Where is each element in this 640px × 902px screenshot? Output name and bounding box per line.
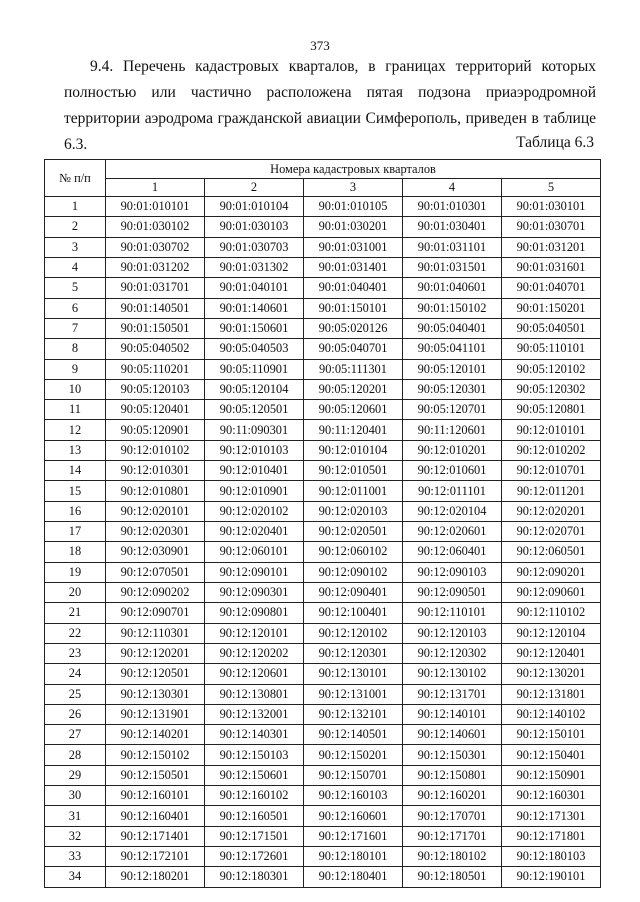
cadastral-number-cell: 90:12:020201 (502, 501, 601, 521)
cadastral-number-cell: 90:12:150103 (205, 745, 304, 765)
cadastral-number-cell: 90:12:120201 (106, 643, 205, 663)
cadastral-number-cell: 90:01:031202 (106, 257, 205, 277)
cadastral-number-cell: 90:05:120601 (304, 400, 403, 420)
table-row (45, 481, 601, 501)
row-number-cell: 27 (45, 725, 106, 745)
table-row (45, 826, 601, 846)
cadastral-number-cell: 90:12:020501 (304, 522, 403, 542)
cadastral-number-cell: 90:12:130101 (304, 664, 403, 684)
cadastral-number-cell: 90:05:120101 (403, 359, 502, 379)
cadastral-number-cell: 90:01:150601 (205, 318, 304, 338)
cadastral-number-cell: 90:12:090501 (403, 582, 502, 602)
cadastral-number-cell: 90:12:150101 (502, 725, 601, 745)
row-number-cell: 12 (45, 420, 106, 440)
table-row (45, 278, 601, 298)
cadastral-number-cell: 90:12:020701 (502, 522, 601, 542)
cadastral-number-cell: 90:01:150501 (106, 318, 205, 338)
col-num-header: № п/п (45, 160, 106, 197)
table-row (45, 582, 601, 602)
cadastral-number-cell: 90:12:090701 (106, 603, 205, 623)
cadastral-number-cell: 90:12:140301 (205, 725, 304, 745)
cadastral-number-cell: 90:12:130801 (205, 684, 304, 704)
row-number-cell: 9 (45, 359, 106, 379)
cadastral-number-cell: 90:12:180103 (502, 847, 601, 867)
cadastral-number-cell: 90:05:040503 (205, 339, 304, 359)
table-row (45, 359, 601, 379)
sub-header: 3 (304, 179, 403, 197)
table-row (45, 806, 601, 826)
cadastral-number-cell: 90:12:090801 (205, 603, 304, 623)
cadastral-number-cell: 90:12:160201 (403, 786, 502, 806)
cadastral-number-cell: 90:05:040401 (403, 318, 502, 338)
table-row (45, 379, 601, 399)
cadastral-number-cell: 90:01:031401 (304, 257, 403, 277)
cadastral-number-cell: 90:01:030102 (106, 217, 205, 237)
cadastral-number-cell: 90:01:010104 (205, 197, 304, 217)
cadastral-number-cell: 90:12:160103 (304, 786, 403, 806)
row-number-cell: 21 (45, 603, 106, 623)
table-row (45, 237, 601, 257)
cadastral-number-cell: 90:12:180401 (304, 867, 403, 887)
row-number-cell: 34 (45, 867, 106, 887)
cadastral-number-cell: 90:12:020601 (403, 522, 502, 542)
cadastral-number-cell: 90:12:011101 (403, 481, 502, 501)
cadastral-number-cell: 90:01:031501 (403, 257, 502, 277)
row-number-cell: 30 (45, 786, 106, 806)
intro-paragraph: 9.4. Перечень кадастровых кварталов, в границах территорий которых полностью или частично расположена пятая подзона приаэродромной территории аэродрома гражданской авиации Симферополь, приведен в таблице 6.3. (64, 58, 596, 153)
cadastral-number-cell: 90:12:030901 (106, 542, 205, 562)
table-row (45, 847, 601, 867)
cadastral-number-cell: 90:05:120501 (205, 400, 304, 420)
cadastral-number-cell: 90:05:120401 (106, 400, 205, 420)
cadastral-number-cell: 90:12:120104 (502, 623, 601, 643)
cadastral-number-cell: 90:05:120104 (205, 379, 304, 399)
cadastral-number-cell: 90:01:031201 (502, 237, 601, 257)
cadastral-number-cell: 90:12:120401 (502, 643, 601, 663)
row-number-cell: 11 (45, 400, 106, 420)
row-number-cell: 8 (45, 339, 106, 359)
cadastral-number-cell: 90:12:150601 (205, 765, 304, 785)
cadastral-number-cell: 90:12:070501 (106, 562, 205, 582)
cadastral-number-cell: 90:12:090601 (502, 582, 601, 602)
cadastral-number-cell: 90:12:120501 (106, 664, 205, 684)
cadastral-number-cell: 90:12:180501 (403, 867, 502, 887)
cadastral-number-cell: 90:01:040701 (502, 278, 601, 298)
cadastral-number-cell: 90:12:010901 (205, 481, 304, 501)
row-number-cell: 33 (45, 847, 106, 867)
cadastral-number-cell: 90:01:030103 (205, 217, 304, 237)
sub-header: 5 (502, 179, 601, 197)
cadastral-number-cell: 90:01:030702 (106, 237, 205, 257)
cadastral-number-cell: 90:05:120103 (106, 379, 205, 399)
table-row (45, 725, 601, 745)
cadastral-number-cell: 90:05:120301 (403, 379, 502, 399)
cadastral-number-cell: 90:12:090102 (304, 562, 403, 582)
cadastral-number-cell: 90:12:131901 (106, 704, 205, 724)
row-number-cell: 1 (45, 197, 106, 217)
cadastral-number-cell: 90:12:020104 (403, 501, 502, 521)
table-row (45, 400, 601, 420)
cadastral-number-cell: 90:12:150401 (502, 745, 601, 765)
cadastral-number-cell: 90:12:140601 (403, 725, 502, 745)
cadastral-number-cell: 90:01:140601 (205, 298, 304, 318)
table-row (45, 501, 601, 521)
cadastral-number-cell: 90:12:160101 (106, 786, 205, 806)
row-number-cell: 25 (45, 684, 106, 704)
cadastral-number-cell: 90:12:110101 (403, 603, 502, 623)
cadastral-number-cell: 90:12:011001 (304, 481, 403, 501)
cadastral-number-cell: 90:12:010104 (304, 440, 403, 460)
cadastral-number-cell: 90:12:132101 (304, 704, 403, 724)
cadastral-number-cell: 90:12:090202 (106, 582, 205, 602)
cadastral-number-cell: 90:12:130301 (106, 684, 205, 704)
cadastral-number-cell: 90:12:131801 (502, 684, 601, 704)
cadastral-number-cell: 90:12:010701 (502, 461, 601, 481)
table-row (45, 298, 601, 318)
cadastral-number-cell: 90:12:130102 (403, 664, 502, 684)
cadastral-number-cell: 90:01:031101 (403, 237, 502, 257)
cadastral-number-cell: 90:12:110301 (106, 623, 205, 643)
cadastral-number-cell: 90:05:040501 (502, 318, 601, 338)
cadastral-number-cell: 90:01:150201 (502, 298, 601, 318)
row-number-cell: 22 (45, 623, 106, 643)
cadastral-number-cell: 90:12:060101 (205, 542, 304, 562)
cadastral-number-cell: 90:01:030401 (403, 217, 502, 237)
table-row (45, 420, 601, 440)
table-row (45, 765, 601, 785)
cadastral-number-cell: 90:12:180301 (205, 867, 304, 887)
cadastral-number-cell: 90:12:010501 (304, 461, 403, 481)
cadastral-number-cell: 90:12:150801 (403, 765, 502, 785)
cadastral-number-cell: 90:01:040101 (205, 278, 304, 298)
cadastral-number-cell: 90:01:030201 (304, 217, 403, 237)
cadastral-number-cell: 90:12:131701 (403, 684, 502, 704)
table-body (45, 197, 601, 888)
cadastral-number-cell: 90:12:150201 (304, 745, 403, 765)
table-row (45, 664, 601, 684)
cadastral-number-cell: 90:12:140201 (106, 725, 205, 745)
cadastral-number-cell: 90:12:160102 (205, 786, 304, 806)
cadastral-number-cell: 90:12:132001 (205, 704, 304, 724)
cadastral-number-cell: 90:12:020102 (205, 501, 304, 521)
row-number-cell: 4 (45, 257, 106, 277)
cadastral-number-cell: 90:12:160501 (205, 806, 304, 826)
cadastral-number-cell: 90:12:171301 (502, 806, 601, 826)
cadastral-number-cell: 90:12:171701 (403, 826, 502, 846)
row-number-cell: 10 (45, 379, 106, 399)
row-number-cell: 19 (45, 562, 106, 582)
cadastral-number-cell: 90:05:120701 (403, 400, 502, 420)
cadastral-number-cell: 90:12:150901 (502, 765, 601, 785)
cadastral-number-cell: 90:12:010103 (205, 440, 304, 460)
row-number-cell: 17 (45, 522, 106, 542)
cadastral-number-cell: 90:12:120101 (205, 623, 304, 643)
cadastral-number-cell: 90:01:031001 (304, 237, 403, 257)
cadastral-number-cell: 90:12:060102 (304, 542, 403, 562)
table-row (45, 867, 601, 887)
cadastral-number-cell: 90:12:140101 (403, 704, 502, 724)
row-number-cell: 26 (45, 704, 106, 724)
cadastral-number-cell: 90:12:010102 (106, 440, 205, 460)
cadastral-number-cell: 90:01:040401 (304, 278, 403, 298)
cadastral-number-cell: 90:12:120102 (304, 623, 403, 643)
cadastral-number-cell: 90:12:172101 (106, 847, 205, 867)
cadastral-number-cell: 90:12:090301 (205, 582, 304, 602)
cadastral-number-cell: 90:12:010801 (106, 481, 205, 501)
cadastral-number-cell: 90:12:130201 (502, 664, 601, 684)
page-number: 373 (310, 38, 330, 53)
cadastral-number-cell: 90:12:011201 (502, 481, 601, 501)
table-row (45, 562, 601, 582)
row-number-cell: 16 (45, 501, 106, 521)
table-caption: Таблица 6.3 (516, 134, 594, 151)
table-row (45, 522, 601, 542)
cadastral-number-cell: 90:12:171401 (106, 826, 205, 846)
cadastral-number-cell: 90:05:120801 (502, 400, 601, 420)
cadastral-number-cell: 90:05:111301 (304, 359, 403, 379)
cadastral-number-cell: 90:12:090401 (304, 582, 403, 602)
cadastral-number-cell: 90:12:160601 (304, 806, 403, 826)
table-row (45, 461, 601, 481)
sub-header: 1 (106, 179, 205, 197)
group-header: Номера кадастровых кварталов (106, 160, 601, 179)
cadastral-number-cell: 90:05:041101 (403, 339, 502, 359)
cadastral-number-cell: 90:12:020401 (205, 522, 304, 542)
cadastral-number-cell: 90:01:150102 (403, 298, 502, 318)
cadastral-number-cell: 90:12:120601 (205, 664, 304, 684)
row-number-cell: 32 (45, 826, 106, 846)
cadastral-number-cell: 90:12:010201 (403, 440, 502, 460)
cadastral-number-cell: 90:12:160401 (106, 806, 205, 826)
cadastral-number-cell: 90:12:131001 (304, 684, 403, 704)
cadastral-number-cell: 90:12:060401 (403, 542, 502, 562)
row-number-cell: 3 (45, 237, 106, 257)
cadastral-number-cell: 90:12:180101 (304, 847, 403, 867)
sub-header: 4 (403, 179, 502, 197)
cadastral-number-cell: 90:12:171801 (502, 826, 601, 846)
cadastral-number-cell: 90:12:020101 (106, 501, 205, 521)
cadastral-number-cell: 90:05:020126 (304, 318, 403, 338)
cadastral-number-cell: 90:01:150101 (304, 298, 403, 318)
row-number-cell: 13 (45, 440, 106, 460)
cadastral-number-cell: 90:01:031701 (106, 278, 205, 298)
cadastral-number-cell: 90:12:010101 (502, 420, 601, 440)
cadastral-number-cell: 90:01:010105 (304, 197, 403, 217)
cadastral-number-cell: 90:01:140501 (106, 298, 205, 318)
cadastral-number-cell: 90:12:180102 (403, 847, 502, 867)
row-number-cell: 31 (45, 806, 106, 826)
cadastral-number-cell: 90:11:120601 (403, 420, 502, 440)
cadastral-number-cell: 90:01:030101 (502, 197, 601, 217)
row-number-cell: 28 (45, 745, 106, 765)
cadastral-number-cell: 90:05:040701 (304, 339, 403, 359)
cadastral-number-cell: 90:05:120302 (502, 379, 601, 399)
cadastral-number-cell: 90:01:030701 (502, 217, 601, 237)
cadastral-number-cell: 90:12:150501 (106, 765, 205, 785)
cadastral-number-cell: 90:12:170701 (403, 806, 502, 826)
table-row (45, 643, 601, 663)
cadastral-number-cell: 90:05:040502 (106, 339, 205, 359)
cadastral-number-cell: 90:12:140501 (304, 725, 403, 745)
cadastral-number-cell: 90:12:140102 (502, 704, 601, 724)
row-number-cell: 14 (45, 461, 106, 481)
cadastral-number-cell: 90:12:090101 (205, 562, 304, 582)
cadastral-number-cell: 90:12:160301 (502, 786, 601, 806)
row-number-cell: 7 (45, 318, 106, 338)
cadastral-number-cell: 90:12:060501 (502, 542, 601, 562)
row-number-cell: 6 (45, 298, 106, 318)
cadastral-number-cell: 90:05:110101 (502, 339, 601, 359)
row-number-cell: 2 (45, 217, 106, 237)
cadastral-number-cell: 90:12:150301 (403, 745, 502, 765)
cadastral-number-cell: 90:12:010202 (502, 440, 601, 460)
cadastral-number-cell: 90:12:120302 (403, 643, 502, 663)
cadastral-number-cell: 90:12:020301 (106, 522, 205, 542)
cadastral-number-cell: 90:12:120301 (304, 643, 403, 663)
cadastral-number-cell: 90:01:010101 (106, 197, 205, 217)
cadastral-number-cell: 90:12:020103 (304, 501, 403, 521)
table-row (45, 542, 601, 562)
cadastral-number-cell: 90:05:120201 (304, 379, 403, 399)
cadastral-number-cell: 90:01:010301 (403, 197, 502, 217)
cadastral-number-cell: 90:12:190101 (502, 867, 601, 887)
table-row (45, 623, 601, 643)
cadastral-number-cell: 90:12:120103 (403, 623, 502, 643)
cadastral-number-cell: 90:05:120901 (106, 420, 205, 440)
row-number-cell: 5 (45, 278, 106, 298)
cadastral-number-cell: 90:12:010301 (106, 461, 205, 481)
table-row (45, 786, 601, 806)
cadastral-number-cell: 90:11:090301 (205, 420, 304, 440)
cadastral-number-cell: 90:12:171601 (304, 826, 403, 846)
row-number-cell: 29 (45, 765, 106, 785)
cadastral-number-cell: 90:12:010401 (205, 461, 304, 481)
table-row (45, 684, 601, 704)
table-row (45, 603, 601, 623)
cadastral-number-cell: 90:12:090201 (502, 562, 601, 582)
cadastral-number-cell: 90:05:110901 (205, 359, 304, 379)
table-row (45, 339, 601, 359)
cadastral-number-cell: 90:12:010601 (403, 461, 502, 481)
row-number-cell: 18 (45, 542, 106, 562)
table-row (45, 745, 601, 765)
row-number-cell: 15 (45, 481, 106, 501)
table-row (45, 197, 601, 217)
cadastral-number-cell: 90:01:031302 (205, 257, 304, 277)
cadastral-quarters-table (44, 159, 601, 888)
cadastral-number-cell: 90:05:110201 (106, 359, 205, 379)
cadastral-number-cell: 90:01:031601 (502, 257, 601, 277)
row-number-cell: 24 (45, 664, 106, 684)
table-row (45, 440, 601, 460)
cadastral-number-cell: 90:12:172601 (205, 847, 304, 867)
sub-header: 2 (205, 179, 304, 197)
cadastral-number-cell: 90:12:100401 (304, 603, 403, 623)
cadastral-number-cell: 90:01:030703 (205, 237, 304, 257)
row-number-cell: 20 (45, 582, 106, 602)
row-number-cell: 23 (45, 643, 106, 663)
cadastral-number-cell: 90:12:150102 (106, 745, 205, 765)
cadastral-number-cell: 90:11:120401 (304, 420, 403, 440)
table-row (45, 217, 601, 237)
cadastral-number-cell: 90:05:120102 (502, 359, 601, 379)
table-row (45, 704, 601, 724)
cadastral-number-cell: 90:12:180201 (106, 867, 205, 887)
cadastral-number-cell: 90:12:090103 (403, 562, 502, 582)
table-row (45, 318, 601, 338)
cadastral-number-cell: 90:12:120202 (205, 643, 304, 663)
cadastral-number-cell: 90:12:171501 (205, 826, 304, 846)
cadastral-number-cell: 90:01:040601 (403, 278, 502, 298)
cadastral-number-cell: 90:12:150701 (304, 765, 403, 785)
table-row (45, 257, 601, 277)
cadastral-number-cell: 90:12:110102 (502, 603, 601, 623)
